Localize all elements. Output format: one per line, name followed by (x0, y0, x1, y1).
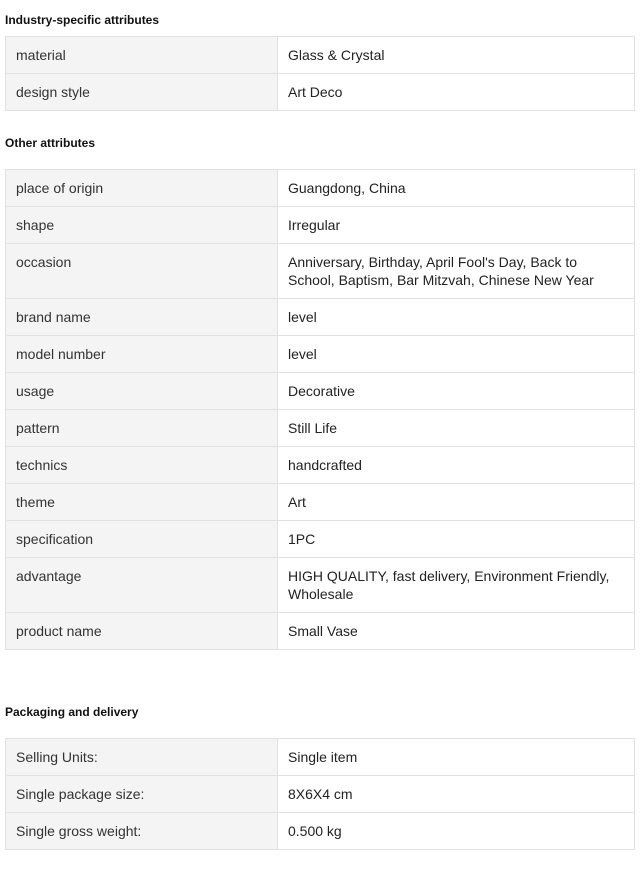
attribute-value: Art (278, 484, 635, 521)
section-title-packaging-and-delivery: Packaging and delivery (5, 705, 139, 719)
attribute-key: Selling Units: (6, 739, 278, 776)
attribute-key: brand name (6, 299, 278, 336)
attribute-value: Guangdong, China (278, 170, 635, 207)
section-title-industry-specific-attributes: Industry-specific attributes (5, 13, 160, 27)
attribute-value: 8X6X4 cm (278, 776, 635, 813)
attribute-key: advantage (6, 558, 278, 613)
attribute-value: HIGH QUALITY, fast delivery, Environment Friendly, Wholesale (278, 558, 635, 613)
table-row (6, 484, 635, 521)
table-row (6, 37, 635, 74)
attribute-key: specification (6, 521, 278, 558)
attribute-value: Still Life (278, 410, 635, 447)
attribute-key: material (6, 37, 278, 74)
attribute-value: Irregular (278, 207, 635, 244)
attribute-key: theme (6, 484, 278, 521)
attribute-key: pattern (6, 410, 278, 447)
table-row (6, 207, 635, 244)
attribute-key: usage (6, 373, 278, 410)
table-row (6, 521, 635, 558)
attribute-value: Small Vase (278, 613, 635, 650)
attribute-key: shape (6, 207, 278, 244)
attribute-value: Single item (278, 739, 635, 776)
table-row (6, 74, 635, 111)
attribute-value: level (278, 299, 635, 336)
attribute-key: design style (6, 74, 278, 111)
table-row (6, 373, 635, 410)
table-row (6, 170, 635, 207)
attribute-value: Decorative (278, 373, 635, 410)
attribute-value: 1PC (278, 521, 635, 558)
other-attributes-table (5, 169, 635, 650)
attribute-key: Single gross weight: (6, 813, 278, 850)
attribute-value: handcrafted (278, 447, 635, 484)
attribute-value: Glass & Crystal (278, 37, 635, 74)
table-row (6, 299, 635, 336)
table-row (6, 813, 635, 850)
packaging-and-delivery-table (5, 738, 635, 850)
table-row (6, 558, 635, 613)
attribute-value: 0.500 kg (278, 813, 635, 850)
attribute-key: occasion (6, 244, 278, 299)
table-row (6, 244, 635, 299)
table-row (6, 776, 635, 813)
industry-specific-attributes-table (5, 36, 635, 111)
attribute-value: level (278, 336, 635, 373)
attribute-key: place of origin (6, 170, 278, 207)
attribute-value: Anniversary, Birthday, April Fool's Day, Back to School, Baptism, Bar Mitzvah, Chinese New Year (278, 244, 635, 299)
attribute-key: Single package size: (6, 776, 278, 813)
table-row (6, 739, 635, 776)
attribute-key: model number (6, 336, 278, 373)
table-row (6, 613, 635, 650)
table-row (6, 447, 635, 484)
attribute-key: product name (6, 613, 278, 650)
table-row (6, 410, 635, 447)
section-title-other-attributes: Other attributes (5, 136, 96, 150)
table-row (6, 336, 635, 373)
attribute-value: Art Deco (278, 74, 635, 111)
attribute-key: technics (6, 447, 278, 484)
